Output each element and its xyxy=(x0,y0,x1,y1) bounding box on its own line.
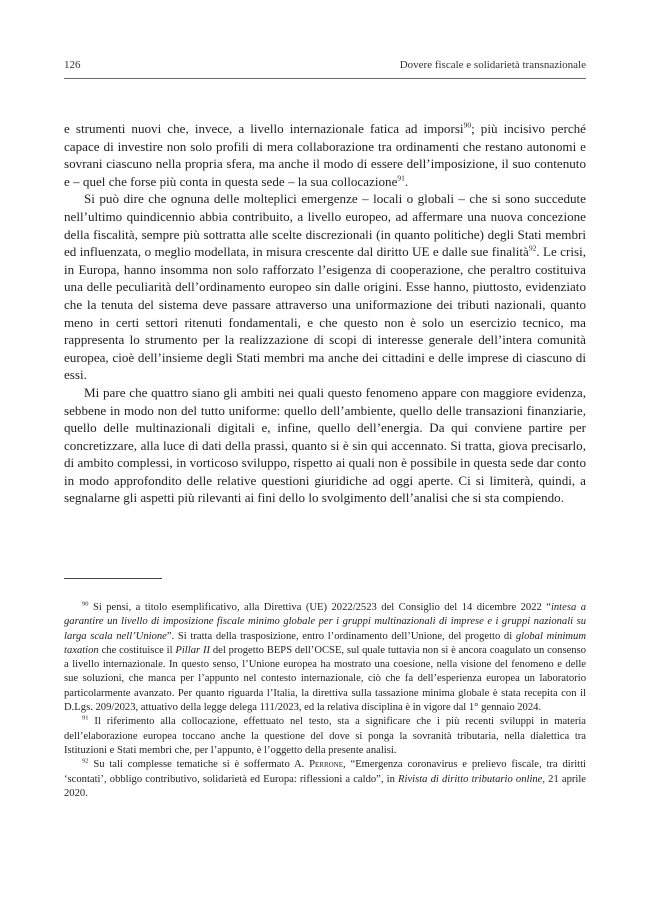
footnote-ref-92[interactable]: 92 xyxy=(528,243,537,253)
journal-title: Rivista di diritto tributario online xyxy=(398,773,543,785)
header-rule xyxy=(64,78,586,79)
footnote-92: $^{92}$ Su tali complesse tematiche si è soffermato A. Perrone, “Emergenza coronavirus e prelievo fiscale, tra diritti ‘scontati’, obbligo contributivo, solidarietà ed Europa: riflessioni a caldo”, in Rivista di diritto tributario online, 21 aprile 2020. xyxy=(64,757,587,799)
running-title: Dovere fiscale e solidarietà transnazionale xyxy=(399,59,586,71)
footnote-ref-90[interactable]: 90 xyxy=(463,120,472,130)
paragraph-3: Mi pare che quattro siano gli ambiti nei quali questo fenomeno appare con maggiore evidenza, sebbene in modo non del tutto uniforme: quello dell’ambiente, quello delle transazioni finanziarie, quello delle multinazionali digitali e, infine, quello dell’energia. Da qui conviene partire per concretizzare, alla luce di dati della prassi, quanto si è sin qui accennato. Si tratta, giova precisarlo, di ambito complessi, in vorticoso sviluppo, rispetto ai quali non è possibile in questa sede dar conto in modo approfondito delle relative questioni giuridiche ad oggi aperte. Ci si limiterà, quindi, a segnalarne gli aspetti più rilevanti ai fini dello lo svolgimento dell’analisi che si sta compiendo. xyxy=(64,384,586,506)
footnote-90: $^{90}$ Si pensi, a titolo esemplificativo, alla Direttiva (UE) 2022/2523 del Consiglio del 14 dicembre 2022 “intesa a garantire un livello di imposizione fiscale minimo globale per i gruppi multinazionali di imprese e i gruppi nazionali su larga scala nell’Unione”. Si tratta della trasposizione, entro l’ordinamento dell’Unione, del progetto di global minimum taxation che costituisce il Pillar II del progetto BEPS dell’OCSE, sul quale tuttavia non si è ancora coagulato un consenso a livello internazionale. In questo senso, l’Unione europea ha mostrato una coesione, nella visione del fenomeno e delle sue soluzioni, che manca per l’appunto nel contesto internazionale, ciò che fa dell’esperienza europea un laboratorio particolarmente avanzato. Per quanto riguarda l’Italia, la direttiva sulla tassazione minima globale è stata recepita con il D.Lgs. 209/2023, attuativo della legge delega 111/2023, ed la relativa disciplina è in vigore dal 1° gennaio 2024. xyxy=(64,600,587,714)
footnote-number: 91 xyxy=(82,714,89,722)
footnotes xyxy=(64,601,586,801)
page-number: 126 xyxy=(64,59,81,71)
paragraph-1: e strumenti nuovi che, invece, a livello internazionale fatica ad imporsi$^{90}$; più incisivo perché capace di investire non solo profili di mera collaborazione tra ordinamenti che restano autonomi e sovrani ciascuno nella propria sfera, ma anche il modo di essere dell’imposizione, il suo contenuto e – quel che forse più conta in questa sede – la sua collocazione$^{91}$. xyxy=(64,120,586,189)
author-name: Perrone xyxy=(309,759,344,771)
paragraph-2: Si può dire che ognuna delle molteplici emergenze – locali o globali – che si sono succedute nell’ultimo quindicennio abbia contribuito, a livello europeo, ad affermare una nuova concezione della fiscalità, sempre più sottratta alle scelte discrezionali (in quanto politiche) degli Stati membri ed influenzata, o meglio modellata, in misura crescente dal diritto UE e dalle sue finalità$^{92}$. Le crisi, in Europa, hanno insomma non solo rafforzato l’esigenza di cooperazione, che peraltro costituiva una delle peculiarità dell’ordinamento europeo sin dalle origini. Esse hanno, piuttosto, evidenziato che la tenuta del sistema deve passare attraverso una uniformazione dei tributi nazionali, quanto meno in certi settori ritenuti fondamentali, e che questo non è solo un esercizio tecnico, ma rappresenta lo strumento per la realizzazione di scopi di interesse generale dell’intera comunità europea, cioè dell’insieme degli Stati membri ma anche dei cittadini e delle imprese di ciascuno di essi. xyxy=(64,191,586,383)
footnote-ref-91[interactable]: 91 xyxy=(397,173,405,183)
main-text xyxy=(64,120,586,507)
footnote-separator xyxy=(64,578,162,579)
footnote-91: $^{91}$ Il riferimento alla collocazione, effettuato nel testo, sta a significare che i più recenti sviluppi in materia dell’elaborazione europea toccano anche la questione del dove si ponga la sovranità tributaria, nella dialettica tra Istituzioni e Stati membri che, per l’appunto, è l’oggetto della presente analisi. xyxy=(64,714,586,756)
footnote-number: 92 xyxy=(82,757,89,765)
running-header xyxy=(64,59,586,75)
footnote-number: 90 xyxy=(82,600,89,608)
